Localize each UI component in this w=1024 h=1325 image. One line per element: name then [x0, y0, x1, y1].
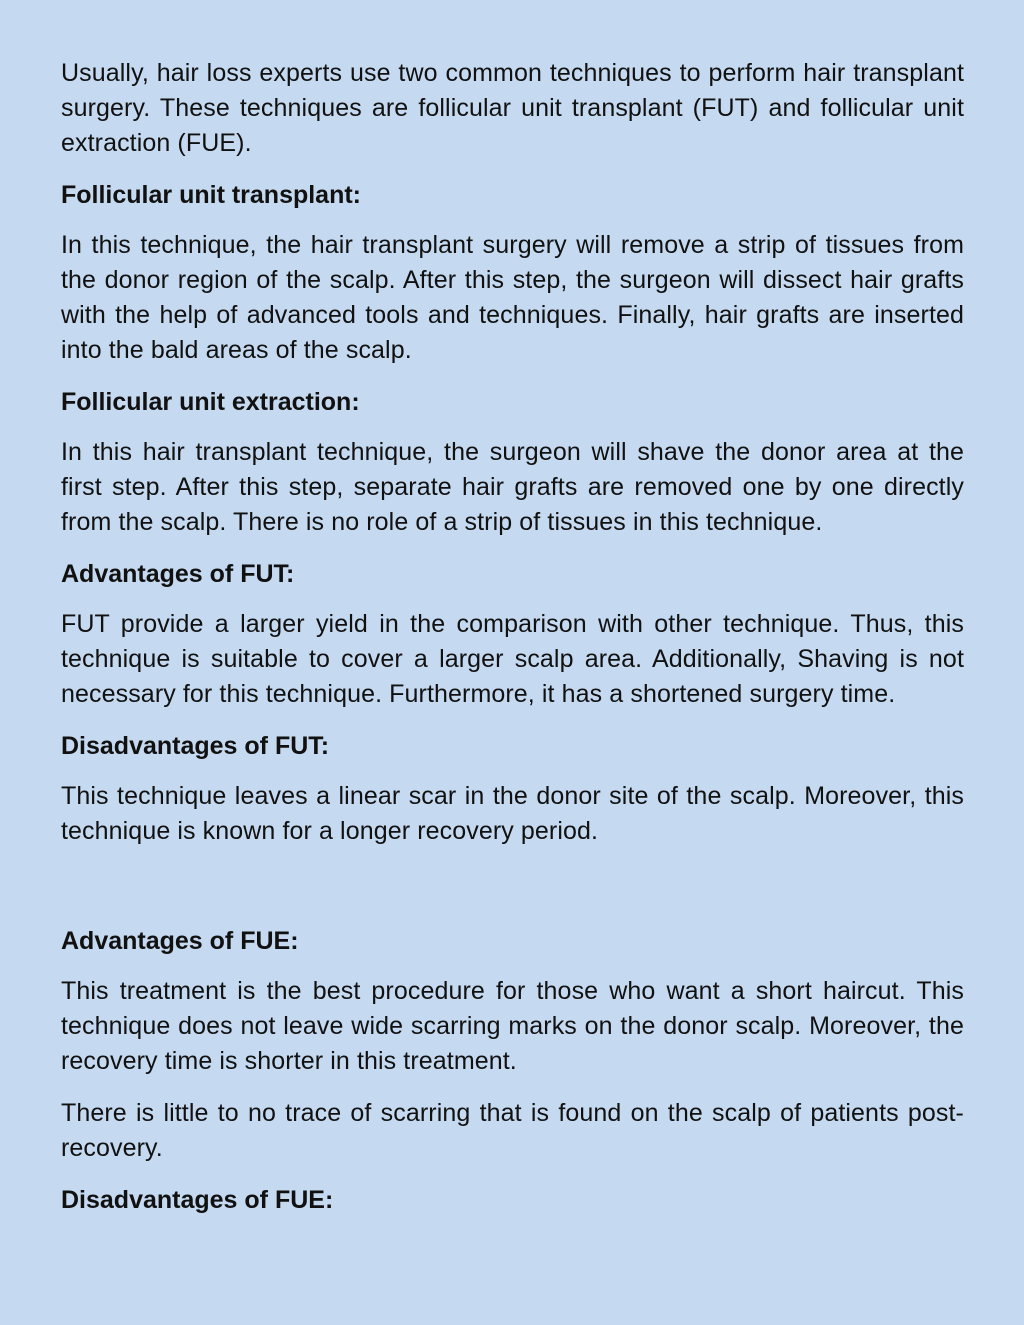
document-page: [61, 56, 964, 1218]
heading-follicular-unit-extraction: Follicular unit extraction:: [61, 388, 360, 416]
heading-advantages-fue: Advantages of FUE:: [61, 927, 299, 955]
fue-description-paragraph: In this hair transplant technique, the surgeon will shave the donor area at the first step. After this step, separate hair grafts are removed one by one directly from the scalp. There is no role of a strip of tissues in this technique.: [61, 438, 964, 536]
heading-disadvantages-fue: Disadvantages of FUE:: [61, 1186, 334, 1214]
intro-paragraph: Usually, hair loss experts use two common techniques to perform hair transplant surgery. These techniques are follicular unit transplant (FUT) and follicular unit extraction (FUE).: [61, 59, 964, 157]
advantages-fue-paragraph: This treatment is the best procedure for those who want a short haircut. This technique does not leave wide scarring marks on the donor scalp. Moreover, the recovery time is shorter in this treatment.: [61, 977, 964, 1075]
heading-advantages-fut: Advantages of FUT:: [61, 560, 295, 588]
advantages-fue-paragraph-2: There is little to no trace of scarring that is found on the scalp of patients post-recovery.: [61, 1099, 964, 1162]
heading-disadvantages-fut: Disadvantages of FUT:: [61, 732, 330, 760]
disadvantages-fut-paragraph: This technique leaves a linear scar in the donor site of the scalp. Moreover, this technique is known for a longer recovery period.: [61, 782, 964, 845]
advantages-fut-paragraph: FUT provide a larger yield in the comparison with other technique. Thus, this technique is suitable to cover a larger scalp area. Additionally, Shaving is not necessary for this technique. Furthermore, it has a shortened surgery time.: [61, 610, 964, 708]
fut-description-paragraph: In this technique, the hair transplant surgery will remove a strip of tissues from the donor region of the scalp. After this step, the surgeon will dissect hair grafts with the help of advanced tools and techniques. Finally, hair grafts are inserted into the bald areas of the scalp.: [61, 231, 964, 364]
heading-follicular-unit-transplant: Follicular unit transplant:: [61, 181, 362, 209]
